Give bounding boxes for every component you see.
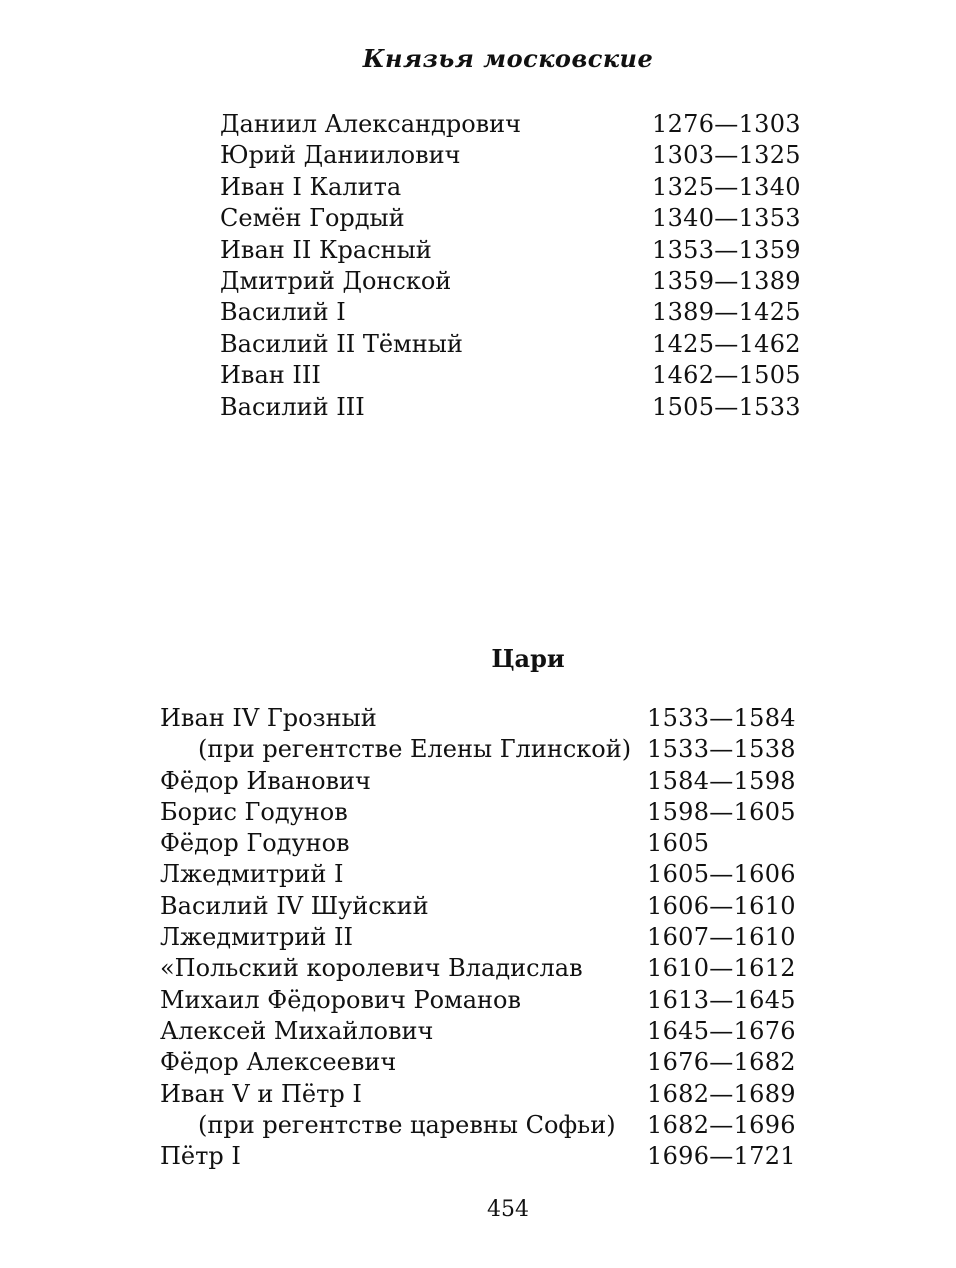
princes-list <box>220 109 820 423</box>
reign-years: 1613—1645 <box>647 985 796 1014</box>
list-item <box>160 891 820 922</box>
ruler-name: Иван IV Грозный <box>160 704 377 732</box>
reign-years: 1682—1689 <box>647 1079 796 1108</box>
list-item <box>160 734 820 765</box>
ruler-name: Семён Гордый <box>220 204 405 233</box>
ruler-name: Дмитрий Донской <box>220 266 452 295</box>
reign-years: 1340—1353 <box>652 204 801 233</box>
list-item <box>220 360 820 391</box>
list-item <box>220 392 820 423</box>
reign-years: 1462—1505 <box>652 361 801 390</box>
list-item <box>220 172 820 203</box>
reign-years: 1389—1425 <box>652 298 801 327</box>
reign-years: 1505—1533 <box>652 392 801 421</box>
ruler-name: Иван II Красный <box>220 235 432 264</box>
list-item <box>160 1047 820 1078</box>
reign-years: 1696—1721 <box>647 1142 796 1171</box>
ruler-name: Юрий Даниилович <box>220 141 461 170</box>
list-item <box>220 203 820 234</box>
list-item <box>160 797 820 828</box>
ruler-name: Пётр I <box>160 1142 241 1171</box>
list-item <box>220 140 820 171</box>
page-number: 454 <box>487 1197 529 1222</box>
ruler-name: Иван I Калита <box>220 172 402 201</box>
list-item <box>160 922 820 953</box>
ruler-name: Михаил Фёдорович Романов <box>160 985 521 1014</box>
reign-years: 1605—1606 <box>647 860 796 889</box>
list-item <box>160 766 820 797</box>
reign-years: 1303—1325 <box>652 141 801 170</box>
reign-years: 1584—1598 <box>647 766 796 795</box>
reign-years: 1645—1676 <box>647 1016 796 1045</box>
list-item <box>160 828 820 859</box>
list-item <box>160 1141 820 1172</box>
reign-years: 1276—1303 <box>652 110 801 138</box>
section-title-tsars: Цари <box>491 644 565 673</box>
ruler-name: Василий III <box>220 392 365 421</box>
reign-years: 1425—1462 <box>652 329 801 358</box>
reign-years: 1606—1610 <box>647 891 796 920</box>
reign-years: 1325—1340 <box>652 172 801 201</box>
ruler-name: «Польский королевич Владислав <box>160 954 583 983</box>
reign-years: 1676—1682 <box>647 1048 796 1077</box>
regency-note: (при регентстве царевны Софьи) <box>198 1110 616 1139</box>
list-item <box>160 1079 820 1110</box>
list-item <box>160 953 820 984</box>
list-item <box>160 1110 820 1141</box>
tsars-list <box>160 703 820 1172</box>
reign-years: 1533—1538 <box>647 735 796 764</box>
ruler-name: Даниил Александрович <box>220 110 522 138</box>
ruler-name: Фёдор Иванович <box>160 766 371 795</box>
list-item <box>220 235 820 266</box>
ruler-name: Алексей Михайлович <box>160 1016 434 1045</box>
section-title-princes: Князья московские <box>362 44 654 73</box>
ruler-name: Лжедмитрий I <box>160 860 344 889</box>
reign-years: 1682—1696 <box>647 1110 796 1139</box>
reign-years: 1610—1612 <box>647 954 796 983</box>
ruler-name: Борис Годунов <box>160 797 348 826</box>
list-item <box>220 266 820 297</box>
reign-years: 1533—1584 <box>647 704 796 732</box>
reign-years: 1605 <box>647 829 710 858</box>
ruler-name: Фёдор Годунов <box>160 829 350 858</box>
reign-years: 1359—1389 <box>652 266 801 295</box>
list-item <box>220 297 820 328</box>
ruler-name: Иван III <box>220 361 321 390</box>
ruler-name: Иван V и Пётр I <box>160 1079 362 1108</box>
ruler-name: Фёдор Алексеевич <box>160 1048 397 1077</box>
list-item <box>220 109 820 140</box>
list-item <box>160 1016 820 1047</box>
ruler-name: Василий I <box>220 298 346 327</box>
list-item <box>220 329 820 360</box>
list-item <box>160 703 820 734</box>
reign-years: 1607—1610 <box>647 923 796 952</box>
ruler-name: Василий IV Шуйский <box>160 891 429 920</box>
regency-note: (при регентстве Елены Глинской) <box>198 735 632 764</box>
reign-years: 1598—1605 <box>647 797 796 826</box>
list-item <box>160 859 820 890</box>
list-item <box>160 985 820 1016</box>
ruler-name: Василий II Тёмный <box>220 329 463 358</box>
ruler-name: Лжедмитрий II <box>160 923 353 952</box>
reign-years: 1353—1359 <box>652 235 801 264</box>
